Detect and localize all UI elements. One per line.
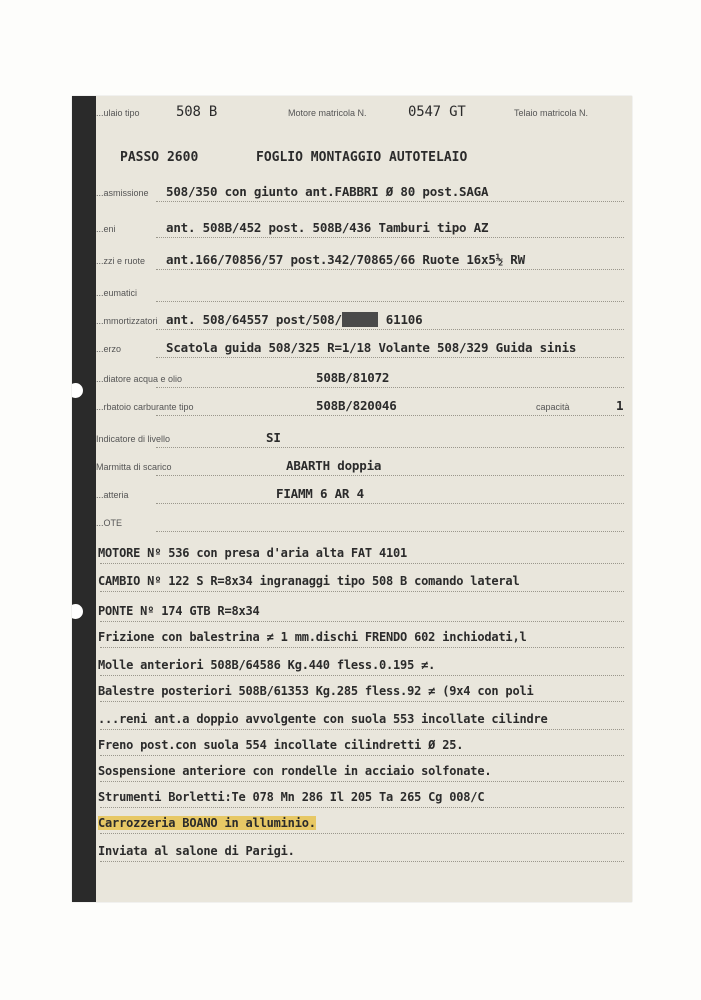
field-value bbox=[266, 430, 281, 445]
dotted-line bbox=[156, 475, 624, 476]
field-value-text: 508B/81072 bbox=[316, 370, 390, 385]
field-label: ...diatore acqua e olio bbox=[96, 374, 183, 384]
field-value-text: 508/350 con giunto ant.FABBRI Ø 80 post.SAGA bbox=[166, 184, 489, 199]
header-matricola-row bbox=[96, 100, 632, 126]
note-row bbox=[96, 708, 632, 734]
field-value-text: ant. 508/64557 post/508/ bbox=[166, 312, 342, 327]
field-value bbox=[166, 340, 576, 355]
dotted-line bbox=[156, 269, 624, 270]
note-row bbox=[96, 760, 632, 786]
dotted-line bbox=[100, 755, 624, 756]
page-title: FOGLIO MONTAGGIO AUTOTELAIO bbox=[256, 150, 468, 165]
note-text: MOTORE Nº 536 con presa d'aria alta FAT 4101 bbox=[98, 546, 408, 560]
field-label: ...erzo bbox=[96, 344, 122, 354]
field-label: ...eni bbox=[96, 224, 116, 234]
passo-text: PASSO 2600 bbox=[120, 150, 199, 165]
field-value-after: 61106 bbox=[378, 312, 423, 327]
field-row bbox=[96, 216, 632, 242]
montaggio-sheet bbox=[72, 96, 632, 902]
note-row bbox=[96, 812, 632, 838]
field-value-text: Scatola guida 508/325 R=1/18 Volante 508/329 Guida sinis bbox=[166, 340, 577, 355]
field-row bbox=[96, 308, 632, 334]
dotted-line bbox=[156, 201, 624, 202]
dotted-line bbox=[156, 531, 624, 532]
note-text: Inviata al salone di Parigi. bbox=[98, 844, 295, 858]
field-row bbox=[96, 248, 632, 274]
dotted-line bbox=[156, 447, 624, 448]
field-value bbox=[166, 184, 488, 199]
note-row bbox=[96, 542, 632, 568]
note-text: Frizione con balestrina ≠ 1 mm.dischi FRENDO 602 inchiodati,l bbox=[98, 630, 527, 644]
capacita-label: capacità bbox=[536, 402, 570, 412]
field-row bbox=[96, 336, 632, 362]
dotted-line bbox=[100, 701, 624, 702]
dotted-line bbox=[100, 675, 624, 676]
dotted-line bbox=[100, 833, 624, 834]
dotted-line bbox=[100, 647, 624, 648]
note-text: ...reni ant.a doppio avvolgente con suola 553 incollate cilindre bbox=[98, 712, 548, 726]
field-label: ...OTE bbox=[96, 518, 123, 528]
field-value-text: ABARTH doppia bbox=[286, 458, 382, 473]
note-row bbox=[96, 680, 632, 706]
field-value-text: SI bbox=[266, 430, 281, 445]
field-label: ...atteria bbox=[96, 490, 129, 500]
field-row bbox=[96, 280, 632, 306]
note-text: Strumenti Borletti:Te 078 Mn 286 Il 205 Ta 265 Cg 008/C bbox=[98, 790, 485, 804]
note-row bbox=[96, 654, 632, 680]
note-row bbox=[96, 570, 632, 596]
field-label: ...eumatici bbox=[96, 288, 138, 298]
dotted-line bbox=[156, 415, 624, 416]
tipo-label: ...ulaio tipo bbox=[96, 108, 140, 118]
field-value bbox=[316, 398, 397, 413]
field-value-text: ant.166/70856/57 post.342/70865/66 Ruote 16x5½ RW bbox=[166, 252, 525, 267]
field-value-text: 508B/820046 bbox=[316, 398, 397, 413]
field-label: ...rbatoio carburante tipo bbox=[96, 402, 194, 412]
highlighted-note-text: Carrozzeria BOANO in alluminio. bbox=[98, 816, 316, 830]
field-value bbox=[166, 312, 422, 327]
dotted-line bbox=[100, 861, 624, 862]
note-text: Molle anteriori 508B/64586 Kg.440 fless.0.195 ≠. bbox=[98, 658, 436, 672]
dotted-line bbox=[156, 329, 624, 330]
field-row bbox=[96, 366, 632, 392]
field-value-text: FIAMM 6 AR 4 bbox=[276, 486, 364, 501]
tipo-value: 508 B bbox=[176, 104, 218, 120]
dotted-line bbox=[100, 591, 624, 592]
binder-strip bbox=[72, 96, 96, 902]
field-label: ...asmissione bbox=[96, 188, 149, 198]
field-value bbox=[316, 370, 389, 385]
dotted-line bbox=[100, 781, 624, 782]
field-label: Indicatore di livello bbox=[96, 434, 171, 444]
field-label: ...mmortizzatori bbox=[96, 316, 158, 326]
dotted-line bbox=[100, 807, 624, 808]
dotted-line bbox=[100, 563, 624, 564]
field-value bbox=[286, 458, 381, 473]
capacita-value: 1 bbox=[616, 398, 624, 413]
note-row bbox=[96, 840, 632, 866]
dotted-line bbox=[156, 237, 624, 238]
field-row bbox=[96, 482, 632, 508]
field-value bbox=[166, 220, 488, 235]
struck-out-text: 33333 bbox=[341, 312, 379, 327]
field-row bbox=[96, 394, 632, 420]
motore-label: Motore matricola N. bbox=[288, 108, 367, 118]
dotted-line bbox=[156, 387, 624, 388]
field-label: ...zzi e ruote bbox=[96, 256, 146, 266]
dotted-line bbox=[156, 301, 624, 302]
field-row bbox=[96, 454, 632, 480]
field-value bbox=[166, 252, 525, 267]
note-text: PONTE Nº 174 GTB R=8x34 bbox=[98, 604, 260, 618]
note-text: CAMBIO Nº 122 S R=8x34 ingranaggi tipo 508 B comando lateral bbox=[98, 574, 520, 588]
dotted-line bbox=[156, 503, 624, 504]
dotted-line bbox=[100, 621, 624, 622]
note-row bbox=[96, 734, 632, 760]
note-row bbox=[96, 600, 632, 626]
note-text: Balestre posteriori 508B/61353 Kg.285 fless.92 ≠ (9x4 con poli bbox=[98, 684, 534, 698]
title-row bbox=[96, 146, 632, 172]
field-row bbox=[96, 510, 632, 536]
field-label: Marmitta di scarico bbox=[96, 462, 172, 472]
field-row bbox=[96, 180, 632, 206]
note-row bbox=[96, 786, 632, 812]
field-value-text: ant. 508B/452 post. 508B/436 Tamburi tipo AZ bbox=[166, 220, 489, 235]
note-row bbox=[96, 626, 632, 652]
dotted-line bbox=[100, 729, 624, 730]
telaio-label: Telaio matricola N. bbox=[514, 108, 589, 118]
field-value bbox=[276, 486, 364, 501]
motore-value: 0547 GT bbox=[408, 104, 466, 120]
note-text: Freno post.con suola 554 incollate cilindretti Ø 25. bbox=[98, 738, 464, 752]
note-text: Sospensione anteriore con rondelle in acciaio solfonate. bbox=[98, 764, 492, 778]
dotted-line bbox=[156, 357, 624, 358]
field-row bbox=[96, 426, 632, 452]
